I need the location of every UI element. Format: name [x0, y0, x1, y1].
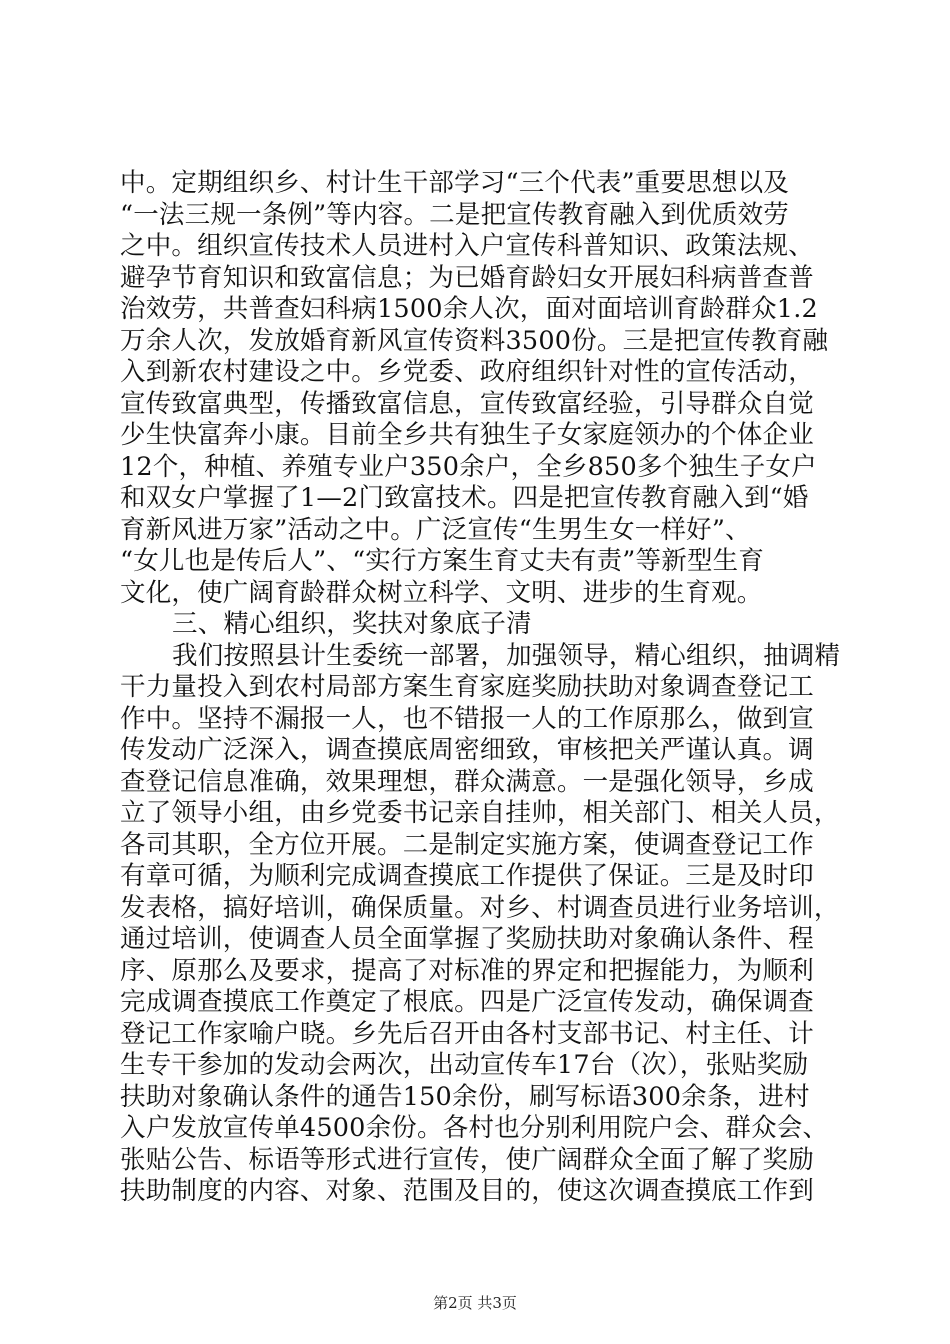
text-line: 育新风进万家”活动之中。广泛宣传“生男生女一样好”、 [120, 514, 751, 545]
text-line: 各司其职，全方位开展。二是制定实施方案，使调查登记工作 [120, 829, 814, 860]
text-line: “一法三规一条例”等内容。二是把宣传教育融入到优质效劳 [120, 199, 789, 230]
text-line: 作中。坚持不漏报一人，也不错报一人的工作原那么，做到宣 [120, 703, 814, 734]
text-line: 张贴公告、标语等形式进行宣传，使广阔群众全面了解了奖励 [120, 1144, 814, 1175]
text-line: 扶助制度的内容、对象、范围及目的，使这次调查摸底工作到 [120, 1176, 814, 1206]
body-text [120, 168, 840, 1208]
text-line: 中。定期组织乡、村计生干部学习“三个代表”重要思想以及 [120, 168, 789, 198]
text-line: 和双女户掌握了1—2门致富技术。四是把宣传教育融入到“婚 [120, 483, 809, 513]
text-line: 通过培训，使调查人员全面掌握了奖励扶助对象确认条件、程 [120, 924, 814, 954]
text-line: 扶助对象确认条件的通告150余份，刷写标语300余条，进村 [120, 1081, 810, 1112]
text-line: 有章可循，为顺利完成调查摸底工作提供了保证。三是及时印 [120, 861, 814, 891]
text-line: 我们按照县计生委统一部署，加强领导，精心组织，抽调精 [172, 640, 840, 671]
text-line: 入到新农村建设之中。乡党委、政府组织针对性的宣传活动， [120, 357, 814, 387]
text-line: 治效劳，共普查妇科病1500余人次，面对面培训育龄群众1.2 [120, 294, 818, 324]
text-line: 登记工作家喻户晓。乡先后召开由各村支部书记、村主任、计 [120, 1018, 814, 1049]
text-line: 生专干参加的发动会两次，出动宣传车17台（次），张贴奖励 [120, 1050, 809, 1080]
text-line: 发表格，搞好培训，确保质量。对乡、村调查员进行业务培训， [120, 892, 840, 923]
text-line: 完成调查摸底工作奠定了根底。四是广泛宣传发动，确保调查 [120, 987, 814, 1017]
text-line: 避孕节育知识和致富信息；为已婚育龄妇女开展妇科病普查普 [120, 262, 814, 293]
text-line: 文化，使广阔育龄群众树立科学、文明、进步的生育观。 [120, 577, 763, 608]
text-line: 传发动广泛深入，调查摸底周密细致，审核把关严谨认真。调 [120, 735, 814, 765]
text-line: 万余人次，发放婚育新风宣传资料3500份。三是把宣传教育融 [120, 325, 829, 356]
text-line: 12个，种植、养殖专业户350余户，全乡850多个独生子女户 [120, 451, 817, 482]
text-line: 宣传致富典型，传播致富信息，宣传致富经验，引导群众自觉 [120, 388, 814, 419]
text-line: 少生快富奔小康。目前全乡共有独生子女家庭领办的个体企业 [120, 420, 814, 450]
section-heading: 三、精心组织，奖扶对象底子清 [172, 609, 532, 639]
text-line: 之中。组织宣传技术人员进村入户宣传科普知识、政策法规、 [120, 231, 814, 261]
text-line: 入户发放宣传单4500余份。各村也分别利用院户会、群众会、 [120, 1113, 829, 1143]
text-line: “女儿也是传后人”、“实行方案生育丈夫有责”等新型生育 [120, 546, 765, 576]
text-line: 干力量投入到农村局部方案生育家庭奖励扶助对象调查登记工 [120, 672, 814, 702]
text-line: 立了领导小组，由乡党委书记亲自挂帅，相关部门、相关人员， [120, 798, 840, 828]
text-line: 查登记信息准确，效果理想，群众满意。一是强化领导，乡成 [120, 766, 814, 797]
text-line: 序、原那么及要求，提高了对标准的界定和把握能力，为顺利 [120, 955, 814, 986]
page-number: 第2页 共3页 [433, 1294, 517, 1312]
